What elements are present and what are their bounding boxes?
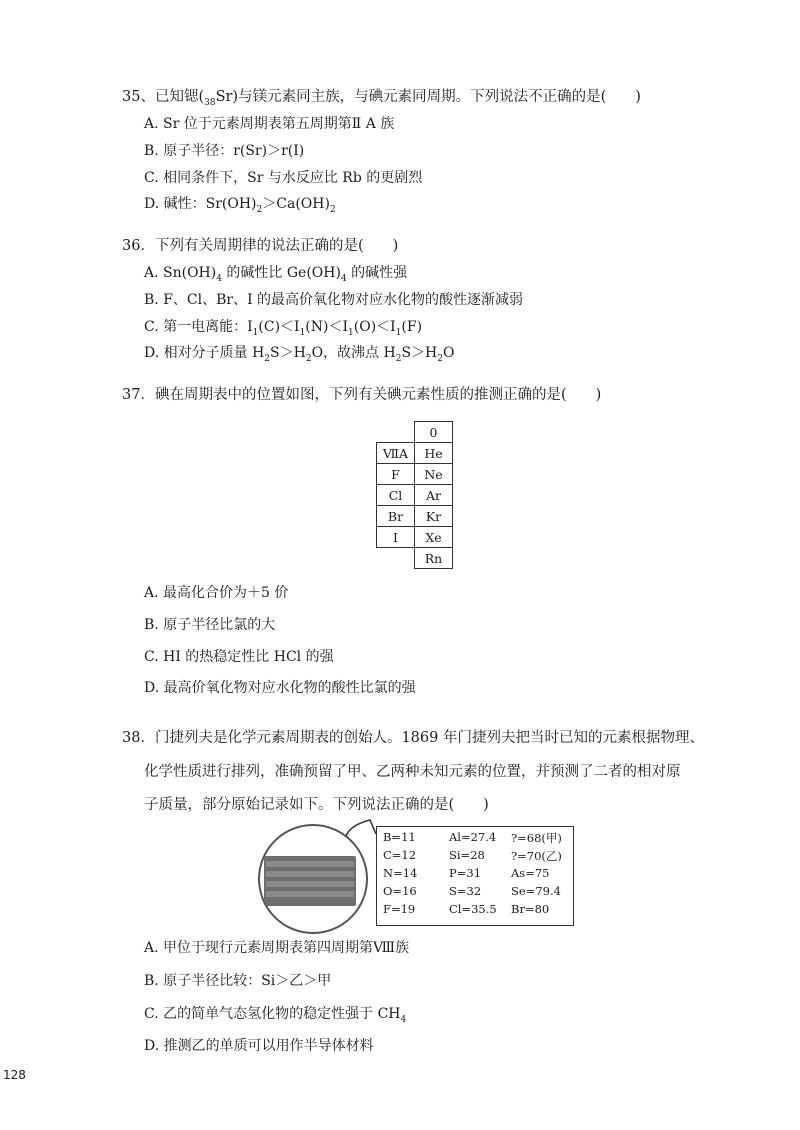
mendeleev-records-figure <box>258 822 574 934</box>
table-cell: Ne <box>415 464 453 485</box>
q35-option-d: D. 碱性：$Sr(OH)_2>Ca(OH)_2$ <box>144 196 336 215</box>
record-cell: Cl=35.5 <box>449 902 497 916</box>
q37-option-b: B. 原子半径比氯的大 <box>144 617 276 633</box>
q38-option-d: D. 推测乙的单质可以用作半导体材料 <box>144 1038 374 1054</box>
q35-option-a: A. Sr 位于元素周期表第五周期第Ⅱ A 族 <box>144 116 395 132</box>
q36-stem: 36．下列有关周期律的说法正确的是( ) <box>122 238 399 254</box>
table-header-cell: 0 <box>415 422 453 443</box>
q36-option-c: C. 第一电离能：$I_1(C)<I_1(N)<I_1(O)<I_1(F)$ <box>144 319 423 338</box>
q37-option-d: D. 最高价氧化物对应水化物的酸性比氯的强 <box>144 680 416 696</box>
record-cell: Si=28 <box>449 848 485 862</box>
table-cell: Kr <box>415 506 453 527</box>
q38-option-b: B. 原子半径比较：Si＞乙＞甲 <box>144 973 332 989</box>
q36-option-a: A. $Sn(OH)_4$ 的碱性比 $Ge(OH)_4$ 的碱性强 <box>144 265 408 284</box>
record-cell: Br=80 <box>511 902 550 916</box>
table-cell: ⅦA <box>377 443 415 464</box>
q38-option-a: A. 甲位于现行元素周期表第四周期第Ⅷ族 <box>144 940 410 956</box>
table-cell: Rn <box>415 548 453 569</box>
record-cell: P=31 <box>449 866 482 880</box>
table-cell: He <box>415 443 453 464</box>
q35-option-c: C. 相同条件下，Sr 与水反应比 Rb 的更剧烈 <box>144 170 423 186</box>
record-cell: Al=27.4 <box>449 830 497 844</box>
record-cell: ?=70(乙) <box>511 849 562 863</box>
record-cell: S=32 <box>449 884 482 898</box>
q37-stem: 37．碘在周期表中的位置如图，下列有关碘元素性质的推测正确的是( ) <box>122 387 602 403</box>
record-cell: N=14 <box>383 866 418 880</box>
record-cell: F=19 <box>383 902 416 916</box>
q36-option-b: B. F、Cl、Br、I 的最高价氧化物对应水化物的酸性逐渐减弱 <box>144 292 524 308</box>
table-cell: Cl <box>377 485 415 506</box>
record-cell: ?=68(甲) <box>511 831 562 845</box>
q38-stem-line-1: 38．门捷列夫是化学元素周期表的创始人。1869 年门捷列夫把当时已知的元素根据物理、 <box>122 730 704 746</box>
record-cell: As=75 <box>511 866 550 880</box>
table-cell: Xe <box>415 527 453 548</box>
q38-stem-line-2: 化学性质进行排列，准确预留了甲、乙两种未知元素的位置，并预测了二者的相对原 <box>144 764 681 780</box>
table-cell: I <box>377 527 415 548</box>
q37-option-a: A. 最高化合价为＋5 价 <box>144 585 289 601</box>
record-cell: B=11 <box>383 830 416 844</box>
q38-option-c: C. 乙的简单气态氢化物的稳定性强于 $CH_4$ <box>144 1006 407 1025</box>
table-cell: Ar <box>415 485 453 506</box>
q35-stem: 35、已知锶$(_{38}Sr)$与镁元素同主族，与碘元素同周期。下列说法不正确的是( ) <box>122 89 641 108</box>
table-cell: Br <box>377 506 415 527</box>
table-cell: F <box>377 464 415 485</box>
record-cell: C=12 <box>383 848 417 862</box>
q38-stem-line-3: 子质量，部分原始记录如下。下列说法正确的是( ) <box>144 797 489 813</box>
page-number: 128 <box>3 1068 26 1082</box>
record-cell: O=16 <box>383 884 417 898</box>
q35-option-b: B. 原子半径：r(Sr)＞r(I) <box>144 143 305 159</box>
record-cell: Se=79.4 <box>511 884 561 898</box>
periodic-table-fragment <box>376 421 453 569</box>
q36-option-d: D. 相对分子质量 $H_2S>H_2O$，故沸点 $H_2S>H_2O$ <box>144 345 455 364</box>
records-box <box>376 826 574 926</box>
q37-option-c: C. HI 的热稳定性比 HCl 的强 <box>144 649 334 665</box>
